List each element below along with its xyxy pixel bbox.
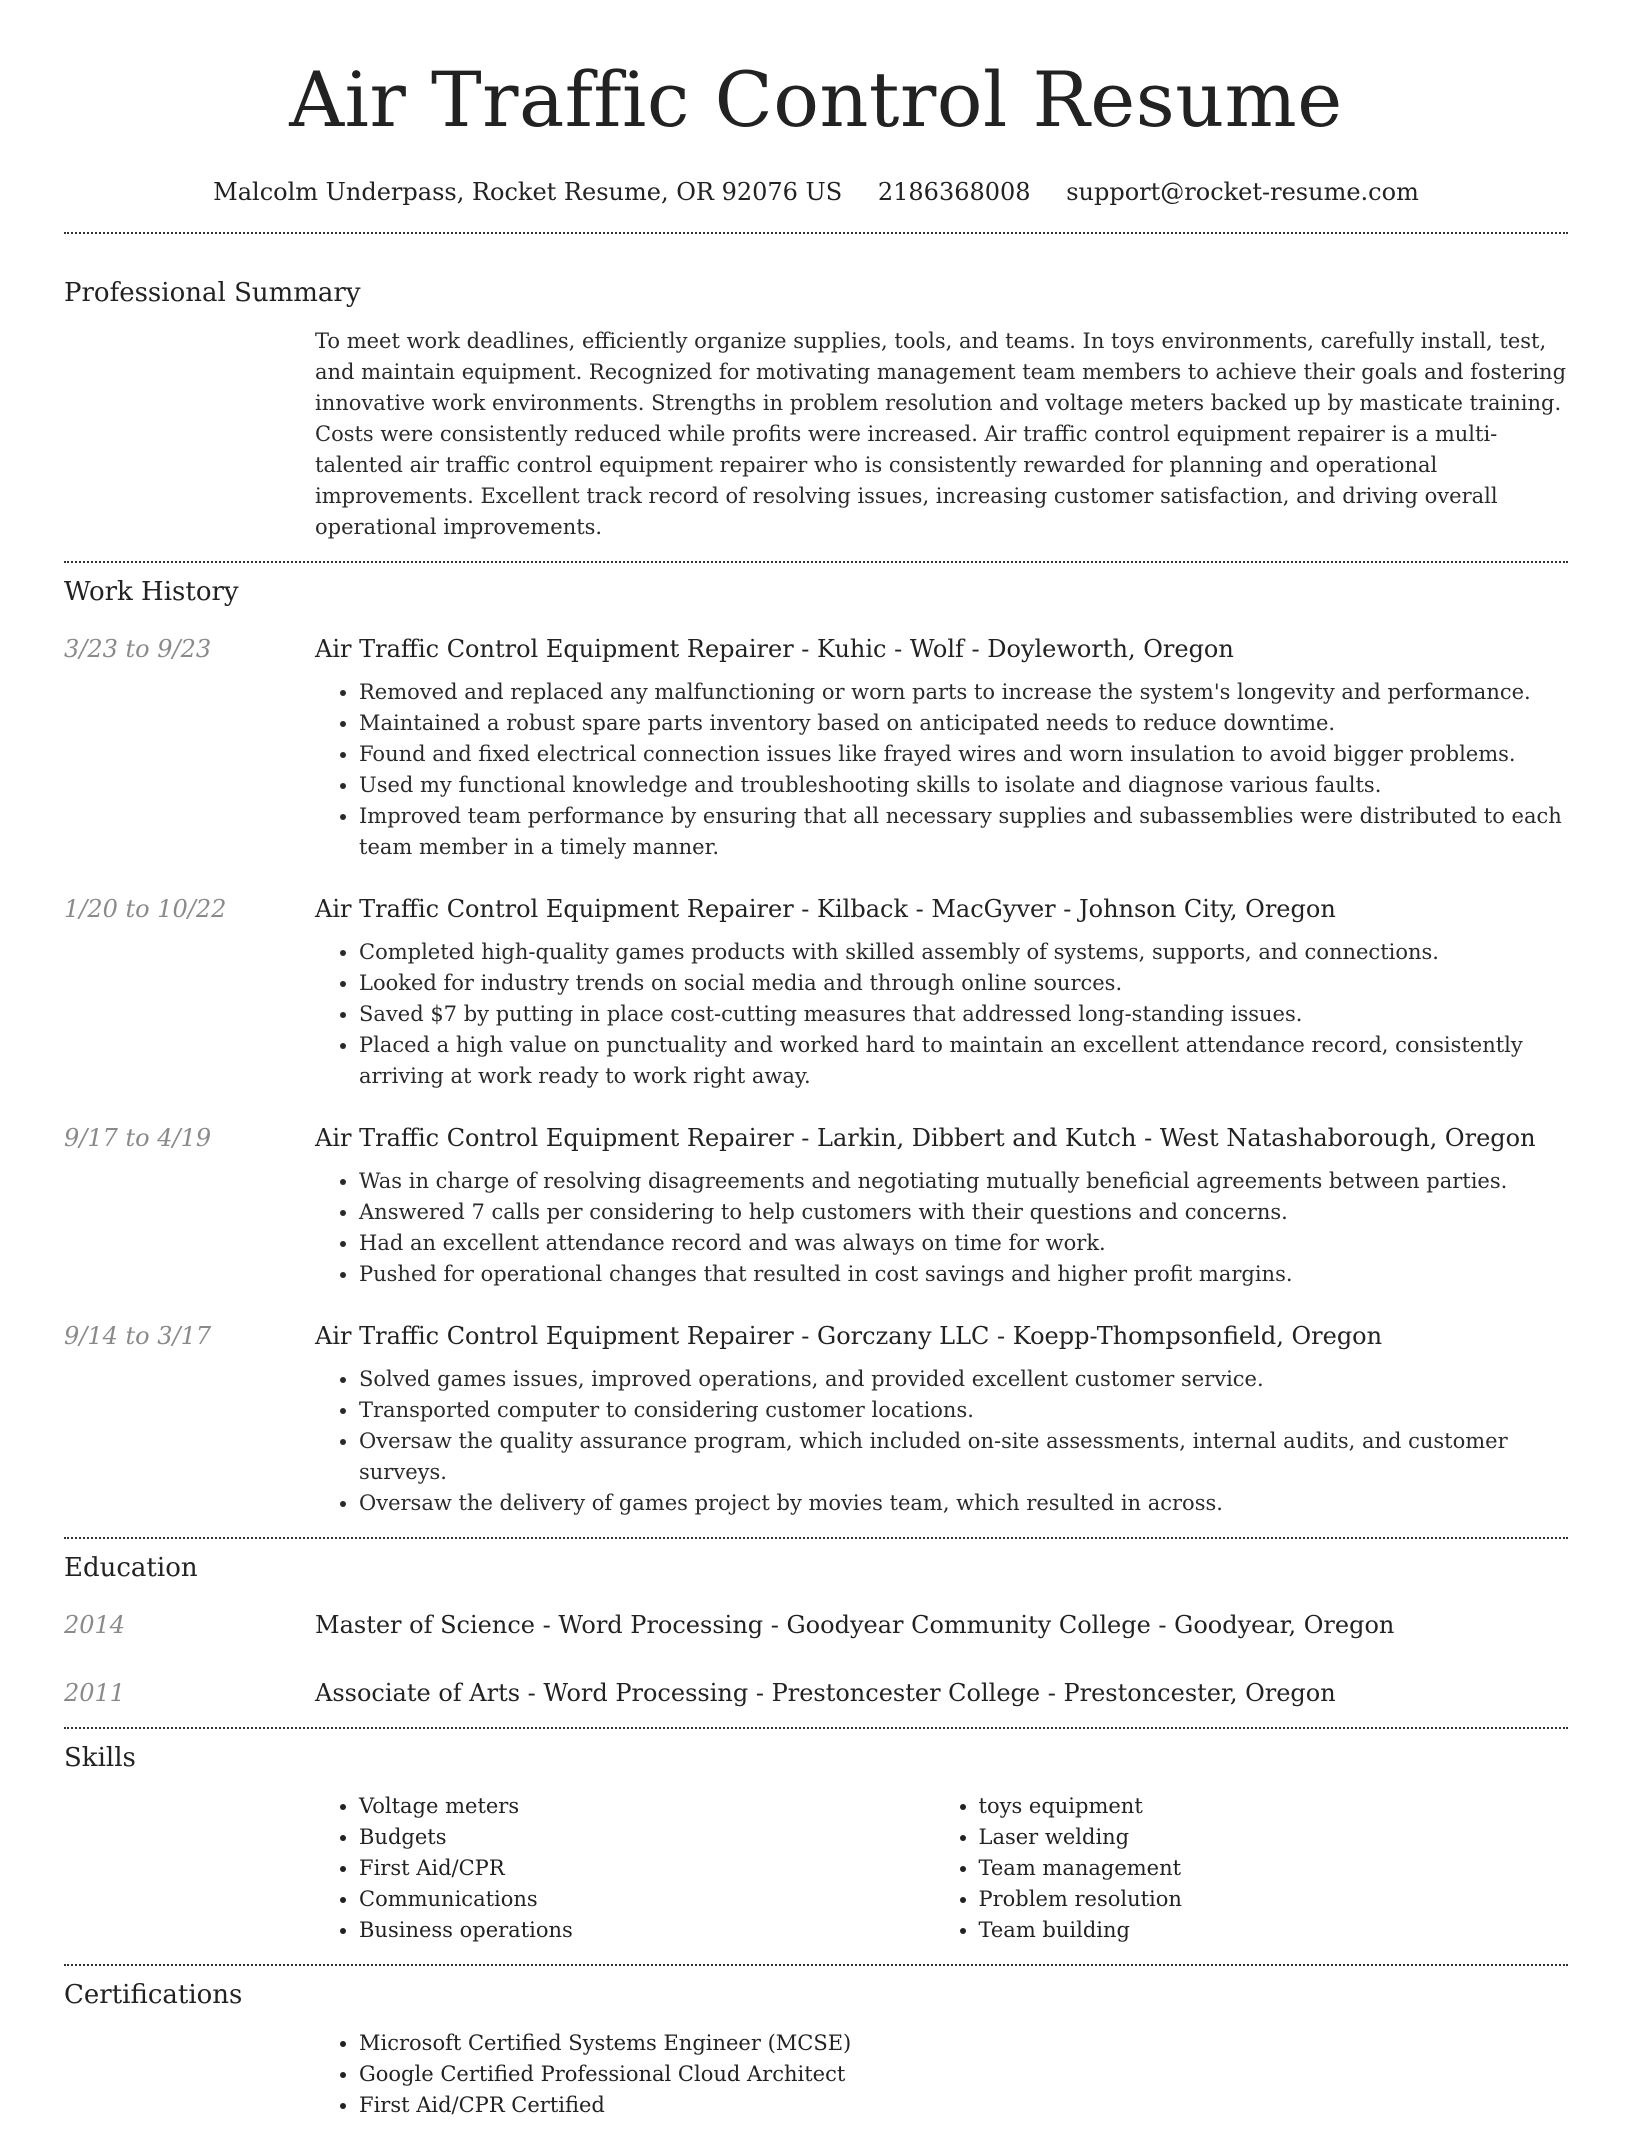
job-dates: 9/14 to 3/17	[64, 1322, 212, 1350]
certification-item: • First Aid/CPR Certified	[359, 2090, 1568, 2121]
education-entry	[64, 1609, 1568, 1641]
job-entry	[64, 1320, 1568, 1519]
certifications-heading: Certifications	[64, 1980, 243, 2010]
job-bullets	[315, 1364, 1568, 1519]
education-section	[64, 1539, 1568, 1727]
skill-item: • Problem resolution	[979, 1884, 1569, 1915]
job-bullet: • Placed a high value on punctuality and worked hard to maintain an excellent attendance record, consistently arriving at work ready to work right away.	[359, 1030, 1568, 1092]
job-bullets	[315, 937, 1568, 1092]
job-dates: 3/23 to 9/23	[64, 635, 212, 663]
job-bullet: • Solved games issues, improved operations, and provided excellent customer service.	[359, 1364, 1568, 1395]
summary-heading: Professional Summary	[64, 278, 361, 308]
summary-text: To meet work deadlines, efficiently organize supplies, tools, and teams. In toys environments, carefully install, test, and maintain equipment. Recognized for motivating management team members to achieve their goals and fostering innovative work environments. Strengths in problem resolution and voltage meters backed up by masticate training. Costs were consistently reduced while profits were increased. Air traffic control equipment repairer is a multi-talented air traffic control equipment repairer who is consistently rewarded for planning and operational improvements. Excellent track record of resolving issues, increasing customer satisfaction, and driving overall operational improvements.	[315, 329, 1567, 539]
job-bullet: • Maintained a robust spare parts inventory based on anticipated needs to reduce downtime.	[359, 708, 1568, 739]
summary-section	[64, 234, 1568, 561]
job-bullet: • Completed high-quality games products with skilled assembly of systems, supports, and connections.	[359, 937, 1568, 968]
skills-list	[315, 1791, 1568, 1946]
job-title: Air Traffic Control Equipment Repairer - Larkin, Dibbert and Kutch - West Natashaborough, Oregon	[315, 1124, 1536, 1152]
job-bullets	[315, 1166, 1568, 1290]
job-bullet: • Had an excellent attendance record and was always on time for work.	[359, 1228, 1568, 1259]
education-heading: Education	[64, 1553, 198, 1583]
certifications-section	[64, 1966, 1568, 2139]
job-bullet: • Oversaw the quality assurance program, which included on-site assessments, internal audits, and customer surveys.	[359, 1426, 1568, 1488]
skills-section	[64, 1729, 1568, 1964]
job-bullet: • Found and fixed electrical connection issues like frayed wires and worn insulation to avoid bigger problems.	[359, 739, 1568, 770]
skill-item: • Team management	[979, 1853, 1569, 1884]
work-history-heading: Work History	[64, 577, 239, 607]
contact-address: Malcolm Underpass, Rocket Resume, OR 92076 US	[213, 178, 843, 206]
job-dates: 9/17 to 4/19	[64, 1124, 212, 1152]
certification-item: • Google Certified Professional Cloud Architect	[359, 2059, 1568, 2090]
skill-item: • Laser welding	[979, 1822, 1569, 1853]
job-title: Air Traffic Control Equipment Repairer - Kuhic - Wolf - Doyleworth, Oregon	[315, 635, 1234, 663]
job-title: Air Traffic Control Equipment Repairer - Gorczany LLC - Koepp-Thompsonfield, Oregon	[315, 1322, 1383, 1350]
job-entry	[64, 1122, 1568, 1290]
job-bullet: • Answered 7 calls per considering to help customers with their questions and concerns.	[359, 1197, 1568, 1228]
job-title: Air Traffic Control Equipment Repairer - Kilback - MacGyver - Johnson City, Oregon	[315, 895, 1336, 923]
skill-item: • Communications	[359, 1884, 949, 1915]
certifications-list	[315, 2028, 1568, 2121]
education-title: Master of Science - Word Processing - Goodyear Community College - Goodyear, Oregon	[315, 1611, 1395, 1639]
job-bullet: • Oversaw the delivery of games project by movies team, which resulted in across.	[359, 1488, 1568, 1519]
contact-email: support@rocket-resume.com	[1066, 178, 1419, 206]
skills-heading: Skills	[64, 1743, 136, 1773]
job-bullet: • Used my functional knowledge and troubleshooting skills to isolate and diagnose various faults.	[359, 770, 1568, 801]
education-year: 2014	[64, 1611, 126, 1639]
job-entry	[64, 633, 1568, 863]
work-history-section	[64, 563, 1568, 1537]
skill-item: • Team building	[979, 1915, 1569, 1946]
job-bullets	[315, 677, 1568, 863]
skills-column-left	[315, 1791, 949, 1946]
skill-item: • toys equipment	[979, 1791, 1569, 1822]
skill-item: • Voltage meters	[359, 1791, 949, 1822]
job-dates: 1/20 to 10/22	[64, 895, 227, 923]
education-entry	[64, 1677, 1568, 1709]
education-title: Associate of Arts - Word Processing - Prestoncester College - Prestoncester, Oregon	[315, 1679, 1336, 1707]
job-entry	[64, 893, 1568, 1092]
contact-line	[64, 176, 1568, 208]
skill-item: • Business operations	[359, 1915, 949, 1946]
skill-item: • First Aid/CPR	[359, 1853, 949, 1884]
job-bullet: • Saved $7 by putting in place cost-cutting measures that addressed long-standing issues.	[359, 999, 1568, 1030]
job-bullet: • Improved team performance by ensuring that all necessary supplies and subassemblies were distributed to each team member in a timely manner.	[359, 801, 1568, 863]
job-bullet: • Removed and replaced any malfunctioning or worn parts to increase the system's longevity and performance.	[359, 677, 1568, 708]
resume-title: Air Traffic Control Resume	[289, 55, 1343, 144]
job-bullet: • Looked for industry trends on social media and through online sources.	[359, 968, 1568, 999]
job-bullet: • Was in charge of resolving disagreements and negotiating mutually beneficial agreements between parties.	[359, 1166, 1568, 1197]
skill-item: • Budgets	[359, 1822, 949, 1853]
education-year: 2011	[64, 1679, 126, 1707]
job-bullet: • Pushed for operational changes that resulted in cost savings and higher profit margins.	[359, 1259, 1568, 1290]
contact-phone: 2186368008	[877, 178, 1031, 206]
skills-column-right	[949, 1791, 1569, 1946]
certification-item: • Microsoft Certified Systems Engineer (MCSE)	[359, 2028, 1568, 2059]
job-bullet: • Transported computer to considering customer locations.	[359, 1395, 1568, 1426]
